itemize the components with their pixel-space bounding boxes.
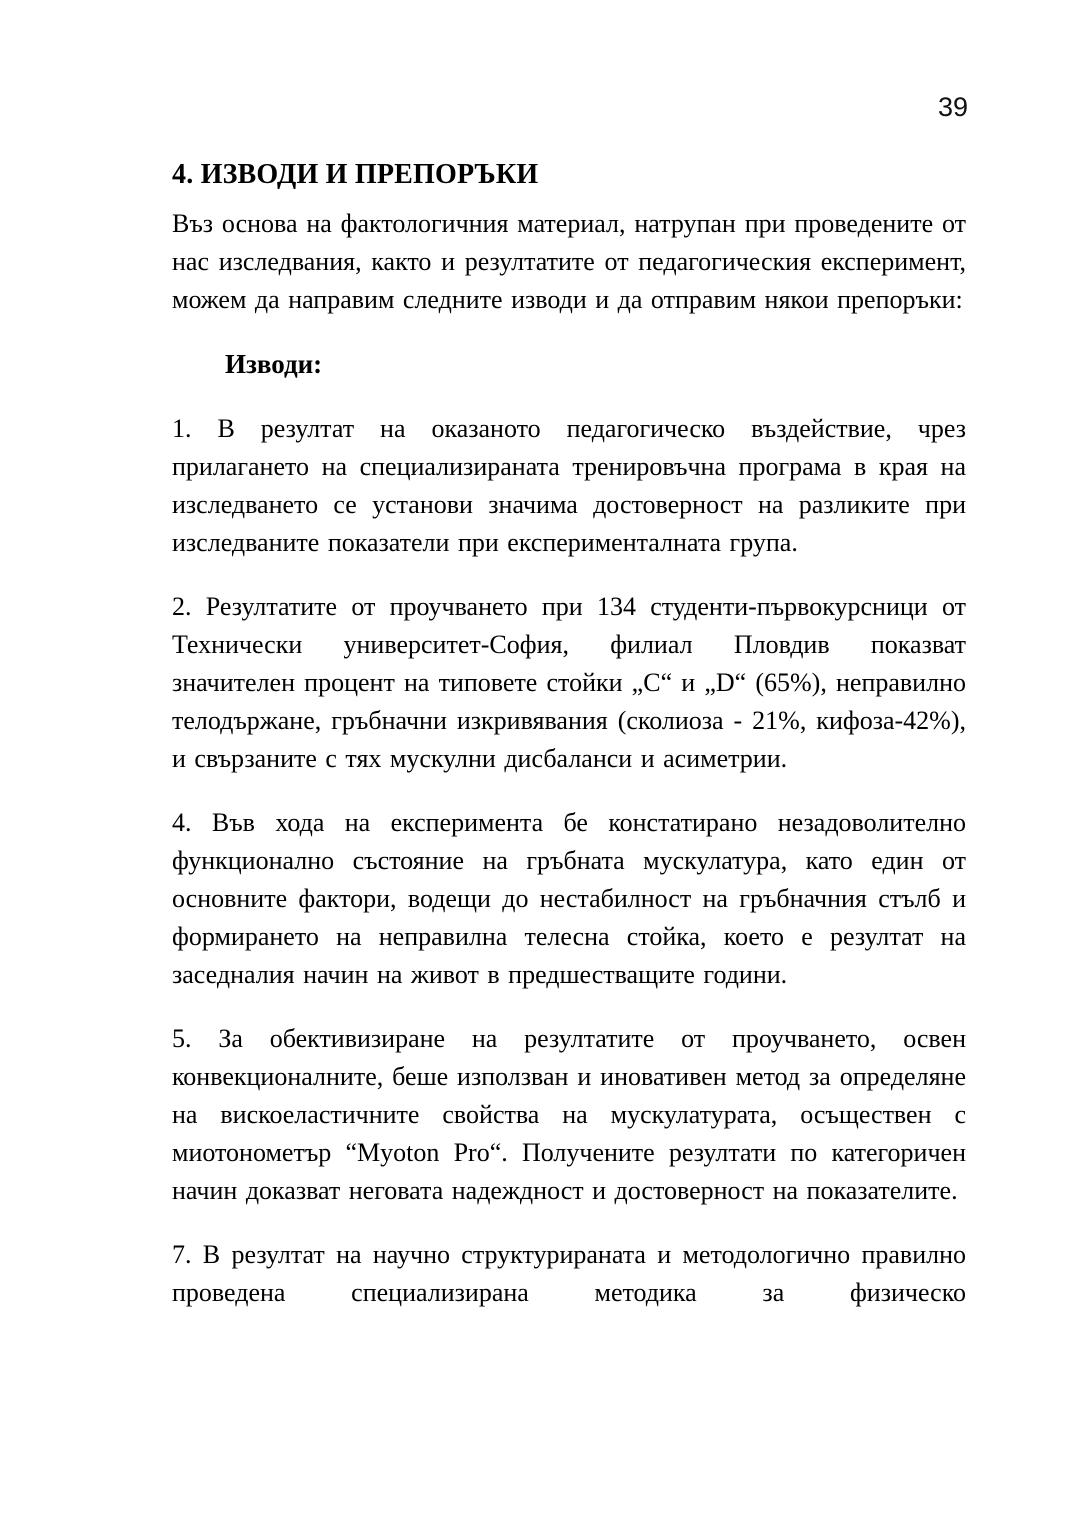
conclusions-subheading: Изводи: [225,349,323,379]
conclusion-paragraph-1: 1. В резултат на оказаното педагогическо въздействие, чрез прилагането на специализираната тренировъчна програма в края на изследването се установи значима достоверност на разликите при изследваните показатели при експерименталната група. [172,414,966,557]
intro-paragraph: Въз основа на фактологичния материал, натрупан при проведените от нас изследвания, както и резултатите от педагогическия експеримент, можем да направим следните изводи и да отправим някои препоръки: [172,209,966,314]
conclusion-paragraph-4: 4. Във хода на експеримента бе констатирано незадоволително функционално състояние на гръбната мускулатура, като един от основните фактори, водещи до нестабилност на гръбначния стълб и формирането на неправилна телесна стойка, което е резултат на заседналия начин на живот в предшестващите години. [172,808,966,989]
conclusion-paragraph-5: 5. За обективизиране на резултатите от проучването, освен конвекционалните, беше използван и иновативен метод за определяне на вискоеластичните свойства на мускулатурата, осъществен с миотонометър “Myoton Pro“. Получените резултати по категоричен начин доказват неговата надеждност и достоверност на показателите. [172,1024,966,1205]
page-content [172,156,966,1312]
section-heading: 4. ИЗВОДИ И ПРЕПОРЪКИ [172,159,539,190]
page-number: 39 [937,92,968,122]
conclusion-paragraph-2: 2. Резултатите от проучването при 134 студенти-първокурсници от Технически университет-София, филиал Пловдив показват значителен процент на типовете стойки „С“ и „D“ (65%), неправилно телодържане, гръбначни изкривявания (сколиоза - 21%, кифоза-42%), и свързаните с тях мускулни дисбаланси и асиметрии. [172,592,966,773]
conclusion-paragraph-7: 7. В резултат на научно структурираната и методологично правилно проведена специализирана методика за физическо [172,1240,966,1307]
